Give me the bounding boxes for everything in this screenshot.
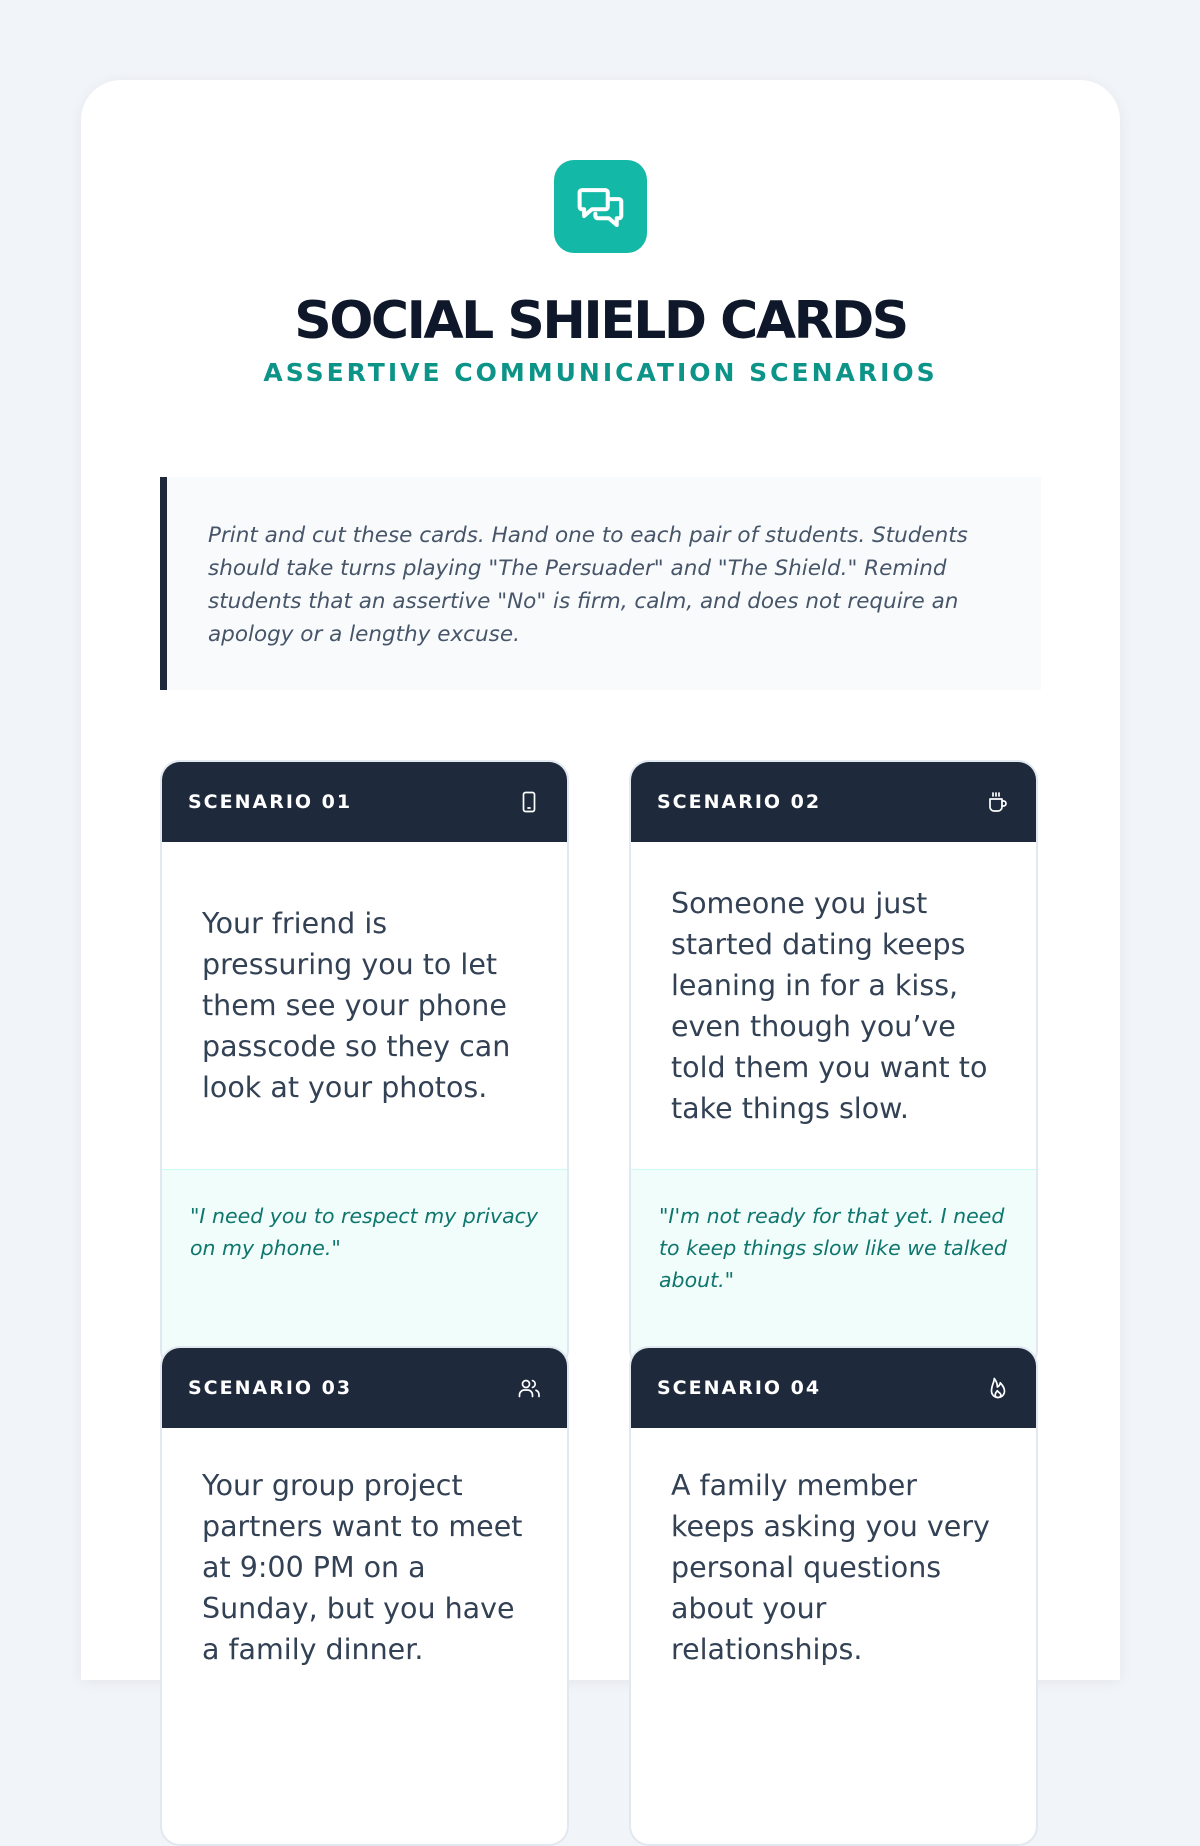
smartphone-icon: [517, 790, 541, 814]
flame-icon: [986, 1376, 1010, 1400]
card-response: [162, 1169, 567, 1368]
card-header: [162, 762, 567, 842]
instructions-text: Print and cut these cards. Hand one to each pair of students. Students should take turns playing "The Persuader" and "The Shield." Remind students that an assertive "No" is firm, calm, and does not require an apology or a lengthy excuse.: [208, 523, 968, 647]
card-label: SCENARIO 03: [188, 1377, 353, 1399]
scenario-card: [629, 1346, 1038, 1846]
scenario-text: Your group project partners want to meet at 9:00 PM on a Sunday, but you have a family dinner.: [202, 1469, 523, 1666]
users-icon: [517, 1376, 541, 1400]
card-label: SCENARIO 02: [657, 791, 822, 813]
scenario-card: [160, 1346, 569, 1846]
page-title: SOCIAL SHIELD CARDS: [294, 291, 907, 351]
card-header: [162, 1348, 567, 1428]
scenario-text: A family member keeps asking you very personal questions about your relationships.: [671, 1469, 990, 1666]
scenario-card: [629, 760, 1038, 1370]
card-body: [631, 842, 1036, 1169]
scenario-card: [160, 760, 569, 1370]
response-text: "I'm not ready for that yet. I need to keep things slow like we talked about.": [659, 1204, 1007, 1292]
page-subtitle: ASSERTIVE COMMUNICATION SCENARIOS: [263, 358, 938, 387]
logo-badge: [554, 160, 647, 253]
card-body: [631, 1428, 1036, 1670]
card-response: [631, 1169, 1036, 1368]
card-body: [162, 842, 567, 1169]
scenario-text: Your friend is pressuring you to let them see your phone passcode so they can look at your photos.: [202, 907, 511, 1104]
card-header: [631, 1348, 1036, 1428]
chat-bubbles-icon: [574, 180, 628, 234]
card-body: [162, 1428, 567, 1670]
card-header: [631, 762, 1036, 842]
card-label: SCENARIO 04: [657, 1377, 822, 1399]
card-label: SCENARIO 01: [188, 791, 353, 813]
coffee-cup-icon: [986, 790, 1010, 814]
response-text: "I need you to respect my privacy on my phone.": [190, 1204, 539, 1260]
scenario-text: Someone you just started dating keeps leaning in for a kiss, even though you’ve told them you want to take things slow.: [671, 886, 988, 1125]
worksheet-sheet: [81, 80, 1120, 1680]
instructions-box: [160, 477, 1041, 690]
